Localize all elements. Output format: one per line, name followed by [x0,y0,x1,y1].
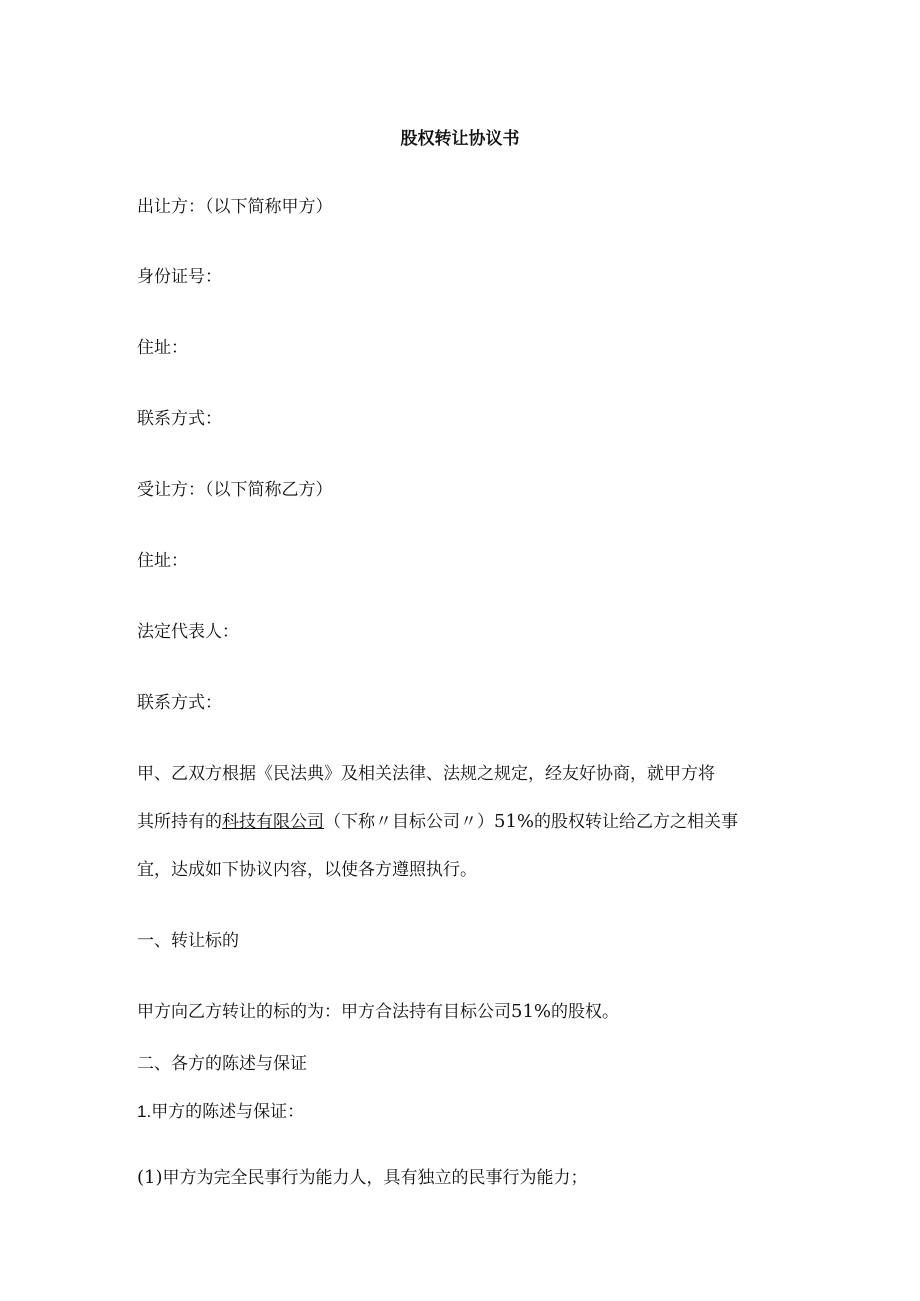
transferee-address-line: 住址： [137,551,188,571]
transferor-contact-line: 联系方式： [137,409,222,429]
section2-item1-number: (1) [137,1167,163,1188]
section1-body-suffix: 的股权。 [551,1002,620,1022]
intro-line-2-mid: （下称〃目标公司〃） [324,812,494,832]
section1-percent: 51% [511,1001,552,1022]
section2-item1-text: 甲方为完全民事行为能力人，具有独立的民事行为能力； [162,1168,588,1188]
transferor-address-line: 住址： [137,338,188,358]
intro-percent: 51% [494,811,535,832]
transferee-contact-line: 联系方式： [137,693,222,713]
section2-sub1-text: 甲方的陈述与保证： [151,1102,305,1122]
target-company-name: 科技有限公司 [222,812,324,832]
section2-sub1-number: 1. [137,1102,152,1121]
intro-line-2-suffix: 的股权转让给乙方之相关事 [534,812,739,832]
section1-body-prefix: 甲方向乙方转让的标的为：甲方合法持有目标公司 [137,1002,511,1022]
transferee-line: 受让方：（以下简称乙方） [137,480,333,500]
intro-line-3: 宜，达成如下协议内容，以使各方遵照执行。 [137,860,477,880]
intro-line-2 [137,811,738,833]
section2-sub1 [137,1101,304,1123]
section2-item1 [137,1167,588,1189]
document-title: 股权转让协议书 [400,129,520,149]
transferor-id-line: 身份证号： [137,267,222,287]
transferee-legal-rep-line: 法定代表人： [137,622,239,642]
section2-heading: 二、各方的陈述与保证 [137,1054,307,1074]
intro-line-1: 甲、乙双方根据《民法典》及相关法律、法规之规定，经友好协商，就甲方将 [137,764,715,784]
section1-body [137,1001,619,1023]
intro-line-2-prefix: 其所持有的 [137,812,222,832]
section1-heading: 一、转让标的 [137,931,239,951]
transferor-line: 出让方：（以下简称甲方） [137,197,333,217]
